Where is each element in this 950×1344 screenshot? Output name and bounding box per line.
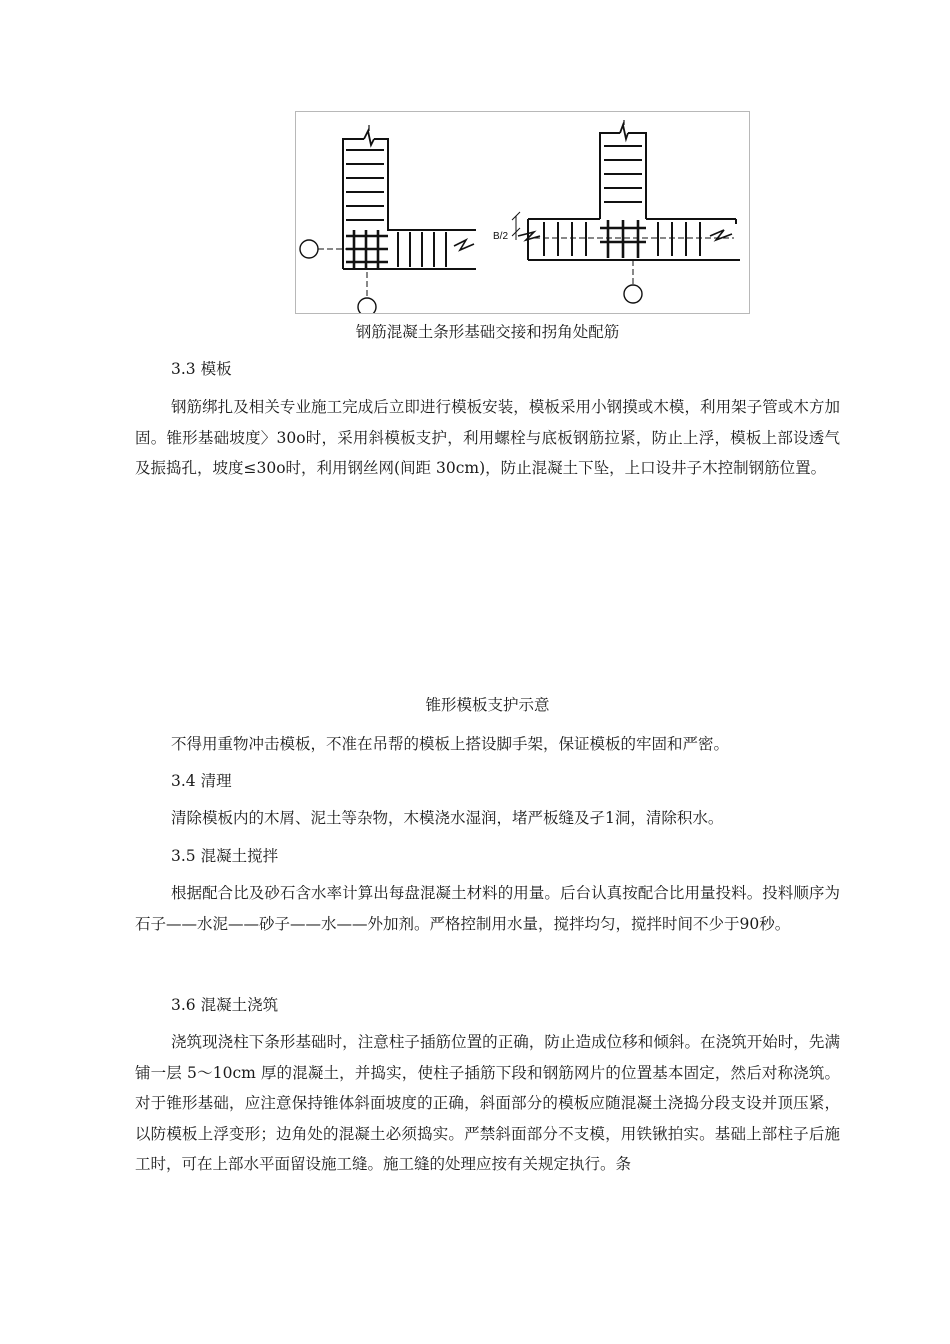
corner-detail [300, 125, 476, 313]
formwork-note: 不得用重物冲击模板，不准在吊帮的模板上搭设脚手架，保证模板的牢固和严密。 [171, 735, 730, 753]
section-3-3-heading: 3.3 模板 [171, 360, 232, 378]
section-3-3-body: 钢筋绑扎及相关专业施工完成后立即进行模板安装，模板采用小钢摸或木模，利用架子管或木方加固。锥形基础坡度〉30o时，采用斜模板支护，利用螺栓与底板钢筋拉紧，防止上浮，模板上部设透气及振捣孔，坡度≤30o时，利用钢丝网(间距 30cm)，防止混凝土下坠，上口设井子木控制钢筋位置。 [135, 398, 840, 477]
section-3-6-body: 浇筑现浇柱下条形基础时，注意柱子插筋位置的正确，防止造成位移和倾斜。在浇筑开始时，先满铺一层 5～10cm 厚的混凝土，并捣实，使柱子插筋下段和钢筋网片的位置基本固定，然后对称浇筑。对于锥形基础，应注意保持锥体斜面坡度的正确，斜面部分的模板应随混凝土浇捣分段支设并顶压紧，以防模板上浮变形；边角处的混凝土必须捣实。严禁斜面部分不支模，用铁锹拍实。基础上部柱子后施工时，可在上部水平面留设施工缝。施工缝的处理应按有关规定执行。条 [135, 1033, 840, 1173]
junction-detail [493, 120, 740, 303]
section-3-5-heading: 3.5 混凝土搅拌 [171, 847, 279, 865]
section-3-6-heading: 3.6 混凝土浇筑 [171, 996, 279, 1014]
dim-label: B/2 [493, 231, 509, 242]
rebar-corner-figure [295, 111, 750, 314]
figure1-caption: 钢筋混凝土条形基础交接和拐角处配筋 [355, 323, 620, 341]
rebar-drawing [296, 112, 749, 313]
section-3-4-heading: 3.4 清理 [171, 772, 232, 790]
section-3-5-body: 根据配合比及砂石含水率计算出每盘混凝土材料的用量。后台认真按配合比用量投料。投料顺序为石子——水泥——砂子——水——外加剂。严格控制用水量，搅拌均匀，搅拌时间不少于90秒。 [135, 884, 840, 933]
figure2-caption: 锥形模板支护示意 [425, 696, 550, 714]
section-3-4-body: 清除模板内的木屑、泥土等杂物，木模浇水湿润，堵严板缝及孑1洞，清除积水。 [171, 809, 724, 827]
